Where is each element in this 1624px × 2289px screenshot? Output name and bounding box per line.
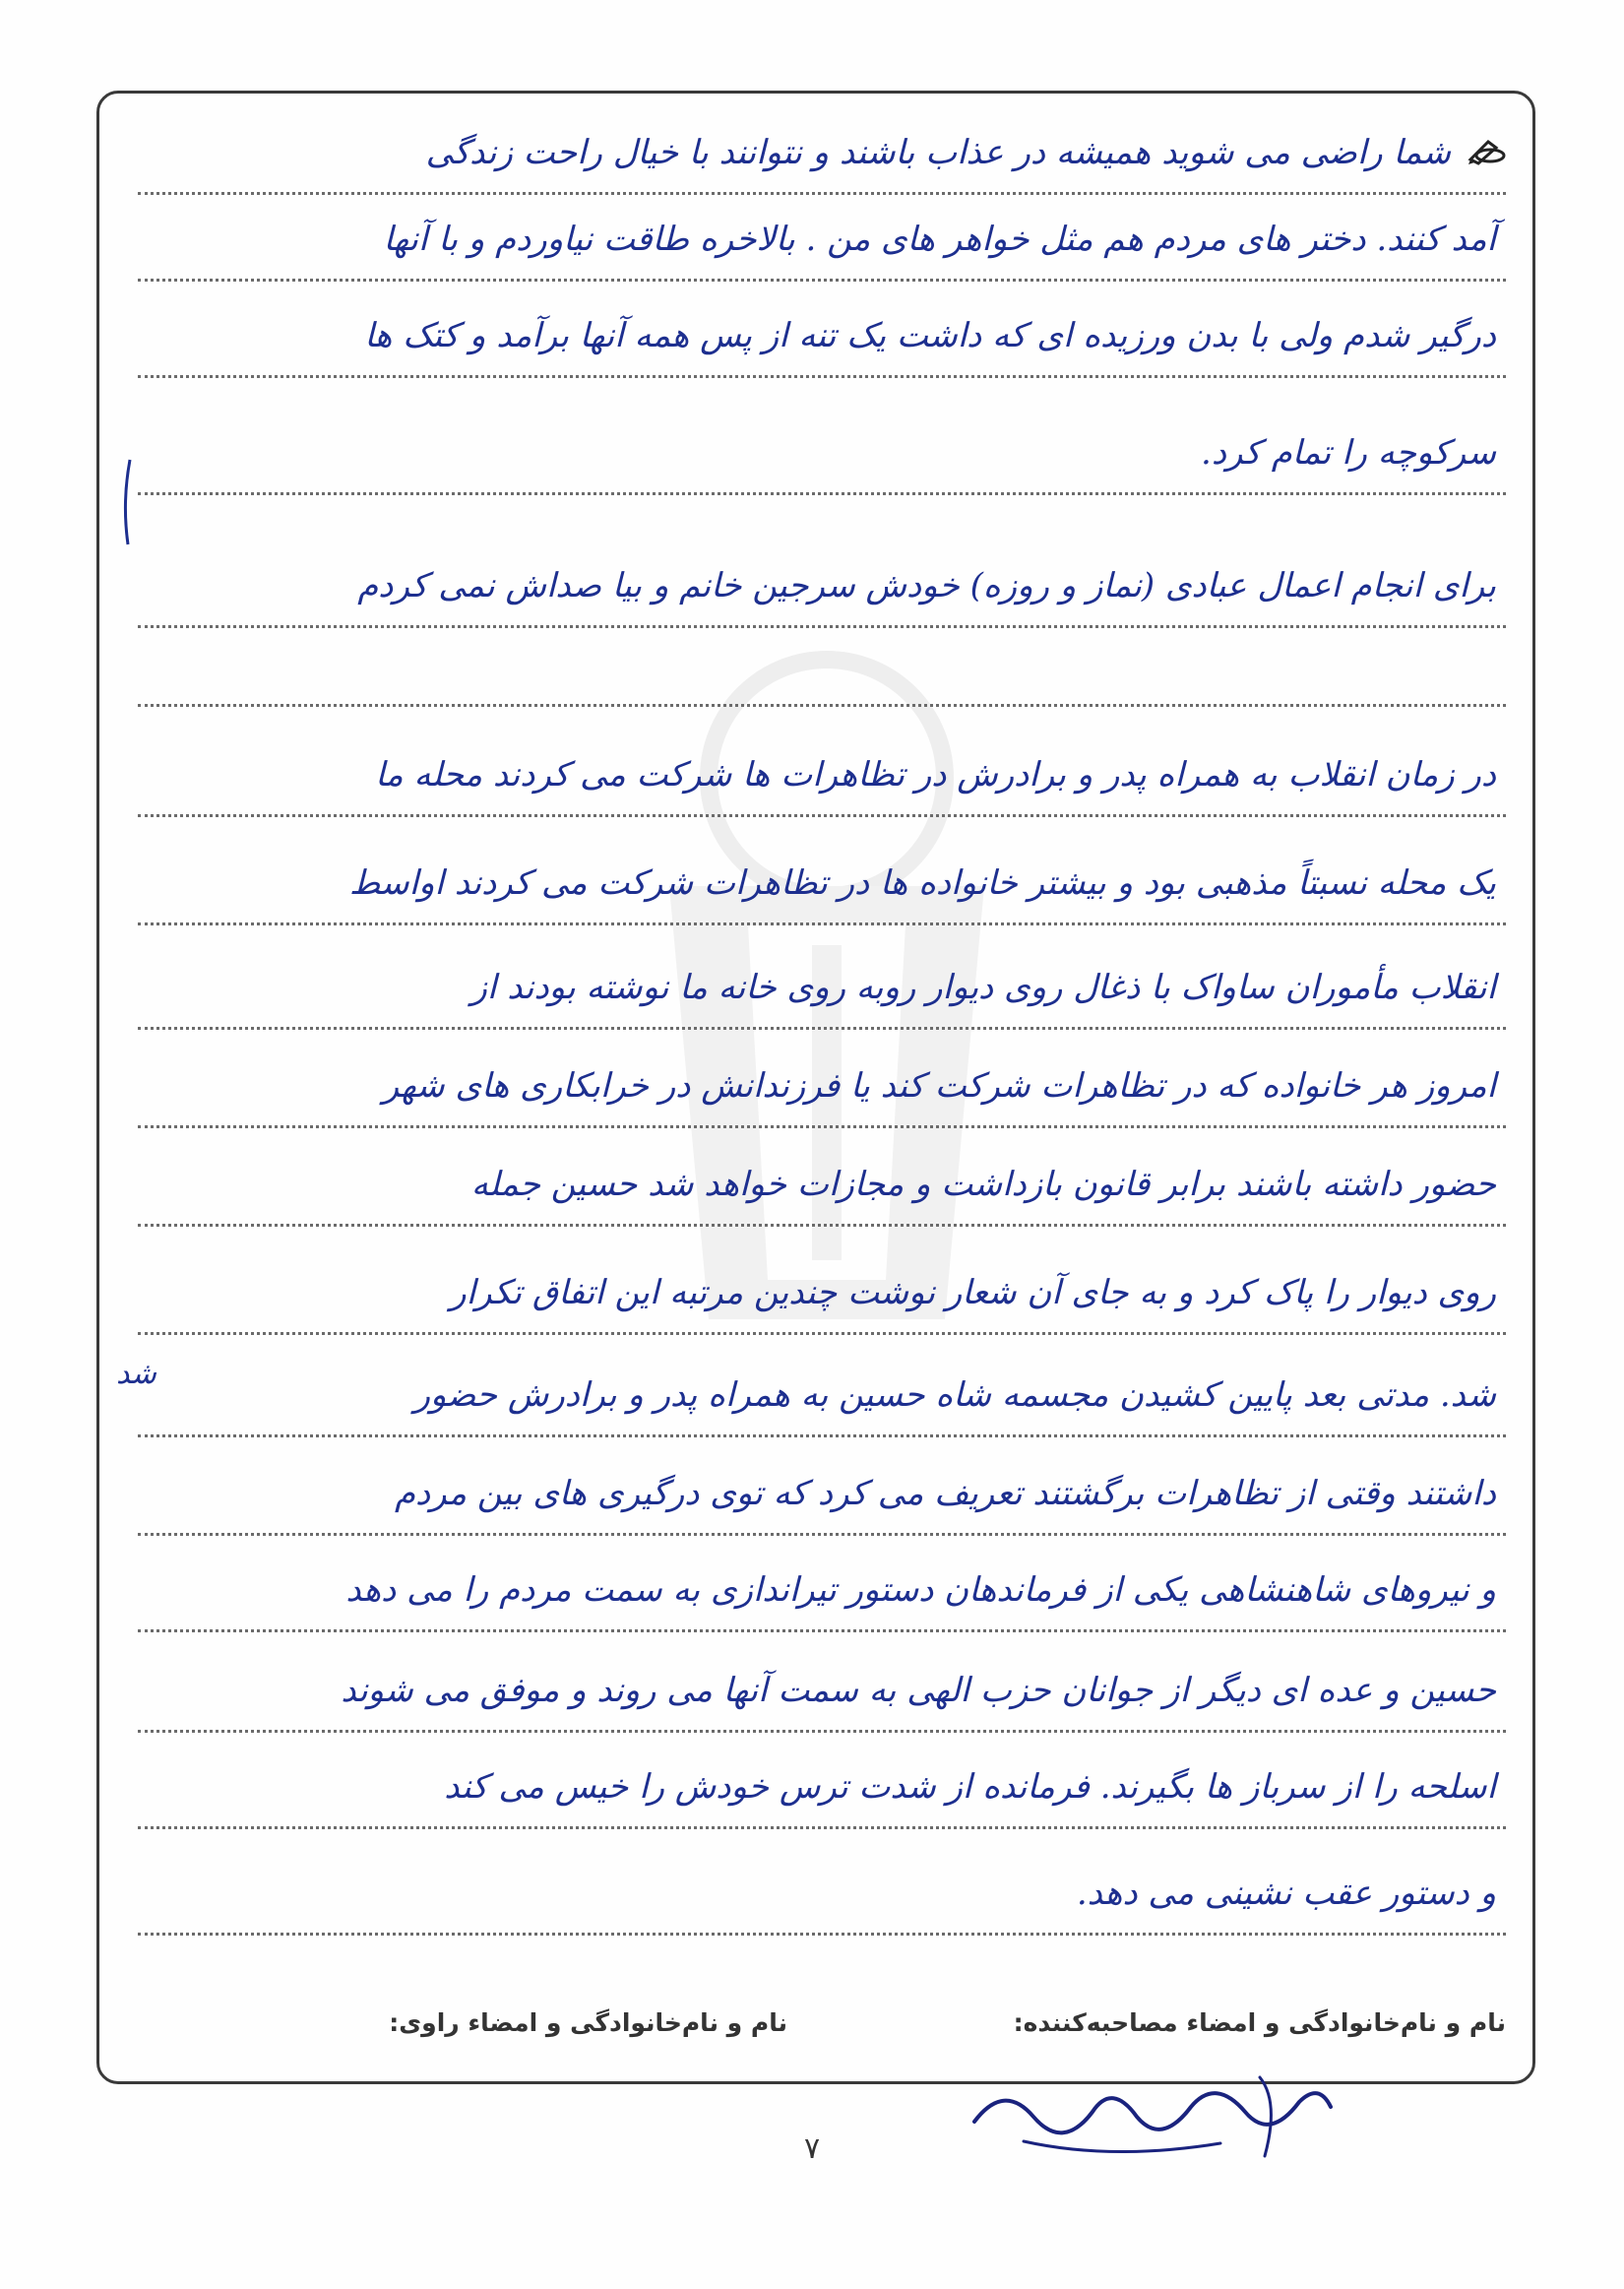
text-line	[138, 1556, 1506, 1632]
text-line	[138, 740, 1506, 817]
handwritten-text: و دستور عقب نشینی می دهد.	[1076, 1874, 1496, 1913]
text-line	[138, 849, 1506, 925]
text-line	[138, 418, 1506, 495]
handwritten-text: یک محله نسبتاً مذهبی بود و بیشتر خانواده ها در تظاهرات شرکت می کردند اواسط	[348, 863, 1496, 903]
handwritten-text: روی دیوار را پاک کرد و به جای آن شعار نوشت چندین مرتبه این اتفاق تکرار	[450, 1273, 1496, 1312]
handwritten-text: شد. مدتی بعد پایین کشیدن مجسمه شاه حسین به همراه پدر و برادرش حضور	[413, 1375, 1496, 1415]
text-line	[138, 1656, 1506, 1733]
text-line	[138, 1051, 1506, 1128]
text-line	[138, 1258, 1506, 1335]
interviewer-signature-label: نام و نام‌خانوادگی و امضاء مصاحبه‌کننده:	[1013, 2008, 1506, 2037]
handwritten-text: سرکوچه را تمام کرد.	[1201, 433, 1496, 473]
margin-note: شد	[116, 1357, 156, 1391]
text-line	[138, 1752, 1506, 1829]
handwritten-text: آمد کنند. دختر های مردم هم مثل خواهر های من . بالاخره طاقت نیاوردم و با آنها	[383, 220, 1496, 259]
narrator-signature-label: نام و نام‌خانوادگی و امضاء راوی:	[389, 2008, 787, 2037]
text-line	[138, 205, 1506, 282]
handwritten-text: حسین و عده ای دیگر از جوانان حزب الهی به سمت آنها می روند و موفق می شوند	[341, 1671, 1496, 1710]
handwritten-text: برای انجام اعمال عبادی (نماز و روزه) خودش سرجین خانم و بیا صداش نمی کردم	[357, 566, 1496, 605]
handwritten-text: شما راضی می شوید همیشه در عذاب باشند و نتوانند با خیال راحت زندگی	[425, 133, 1451, 172]
text-line	[138, 551, 1506, 628]
text-line	[138, 1361, 1506, 1437]
margin-stroke	[118, 458, 134, 546]
text-line	[138, 1459, 1506, 1536]
handwritten-text: درگیر شدم ولی با بدن ورزیده ای که داشت یک تنه از پس همه آنها برآمد و کتک ها	[364, 316, 1496, 355]
pencil-icon	[1467, 136, 1506, 165]
text-line	[138, 953, 1506, 1030]
text-line	[138, 630, 1506, 707]
handwritten-text: امروز هر خانواده که در تظاهرات شرکت کند یا فرزندانش در خرابکاری های شهر	[382, 1066, 1496, 1106]
handwritten-text: در زمان انقلاب به همراه پدر و برادرش در تظاهرات ها شرکت می کردند محله ما	[375, 755, 1496, 795]
handwritten-text: داشتند وقتی از تظاهرات برگشتند تعریف می کرد که توی درگیری های بین مردم	[394, 1474, 1496, 1513]
text-line	[138, 1150, 1506, 1227]
text-line	[138, 1859, 1506, 1936]
handwritten-text: انقلاب مأموران ساواک با ذغال روی دیوار روبه روی خانه ما نوشته بودند از	[470, 968, 1496, 1007]
page-number: ۷	[803, 2131, 821, 2166]
handwritten-text: و نیروهای شاهنشاهی یکی از فرماندهان دستور تیراندازی به سمت مردم را می دهد	[345, 1570, 1496, 1610]
text-line	[138, 118, 1506, 195]
handwritten-text: اسلحه را از سرباز ها بگیرند. فرمانده از شدت ترس خودش را خیس می کند	[444, 1767, 1496, 1807]
handwritten-text: حضور داشته باشند برابر قانون بازداشت و مجازات خواهد شد حسین جمله	[470, 1165, 1496, 1204]
text-line	[138, 301, 1506, 378]
